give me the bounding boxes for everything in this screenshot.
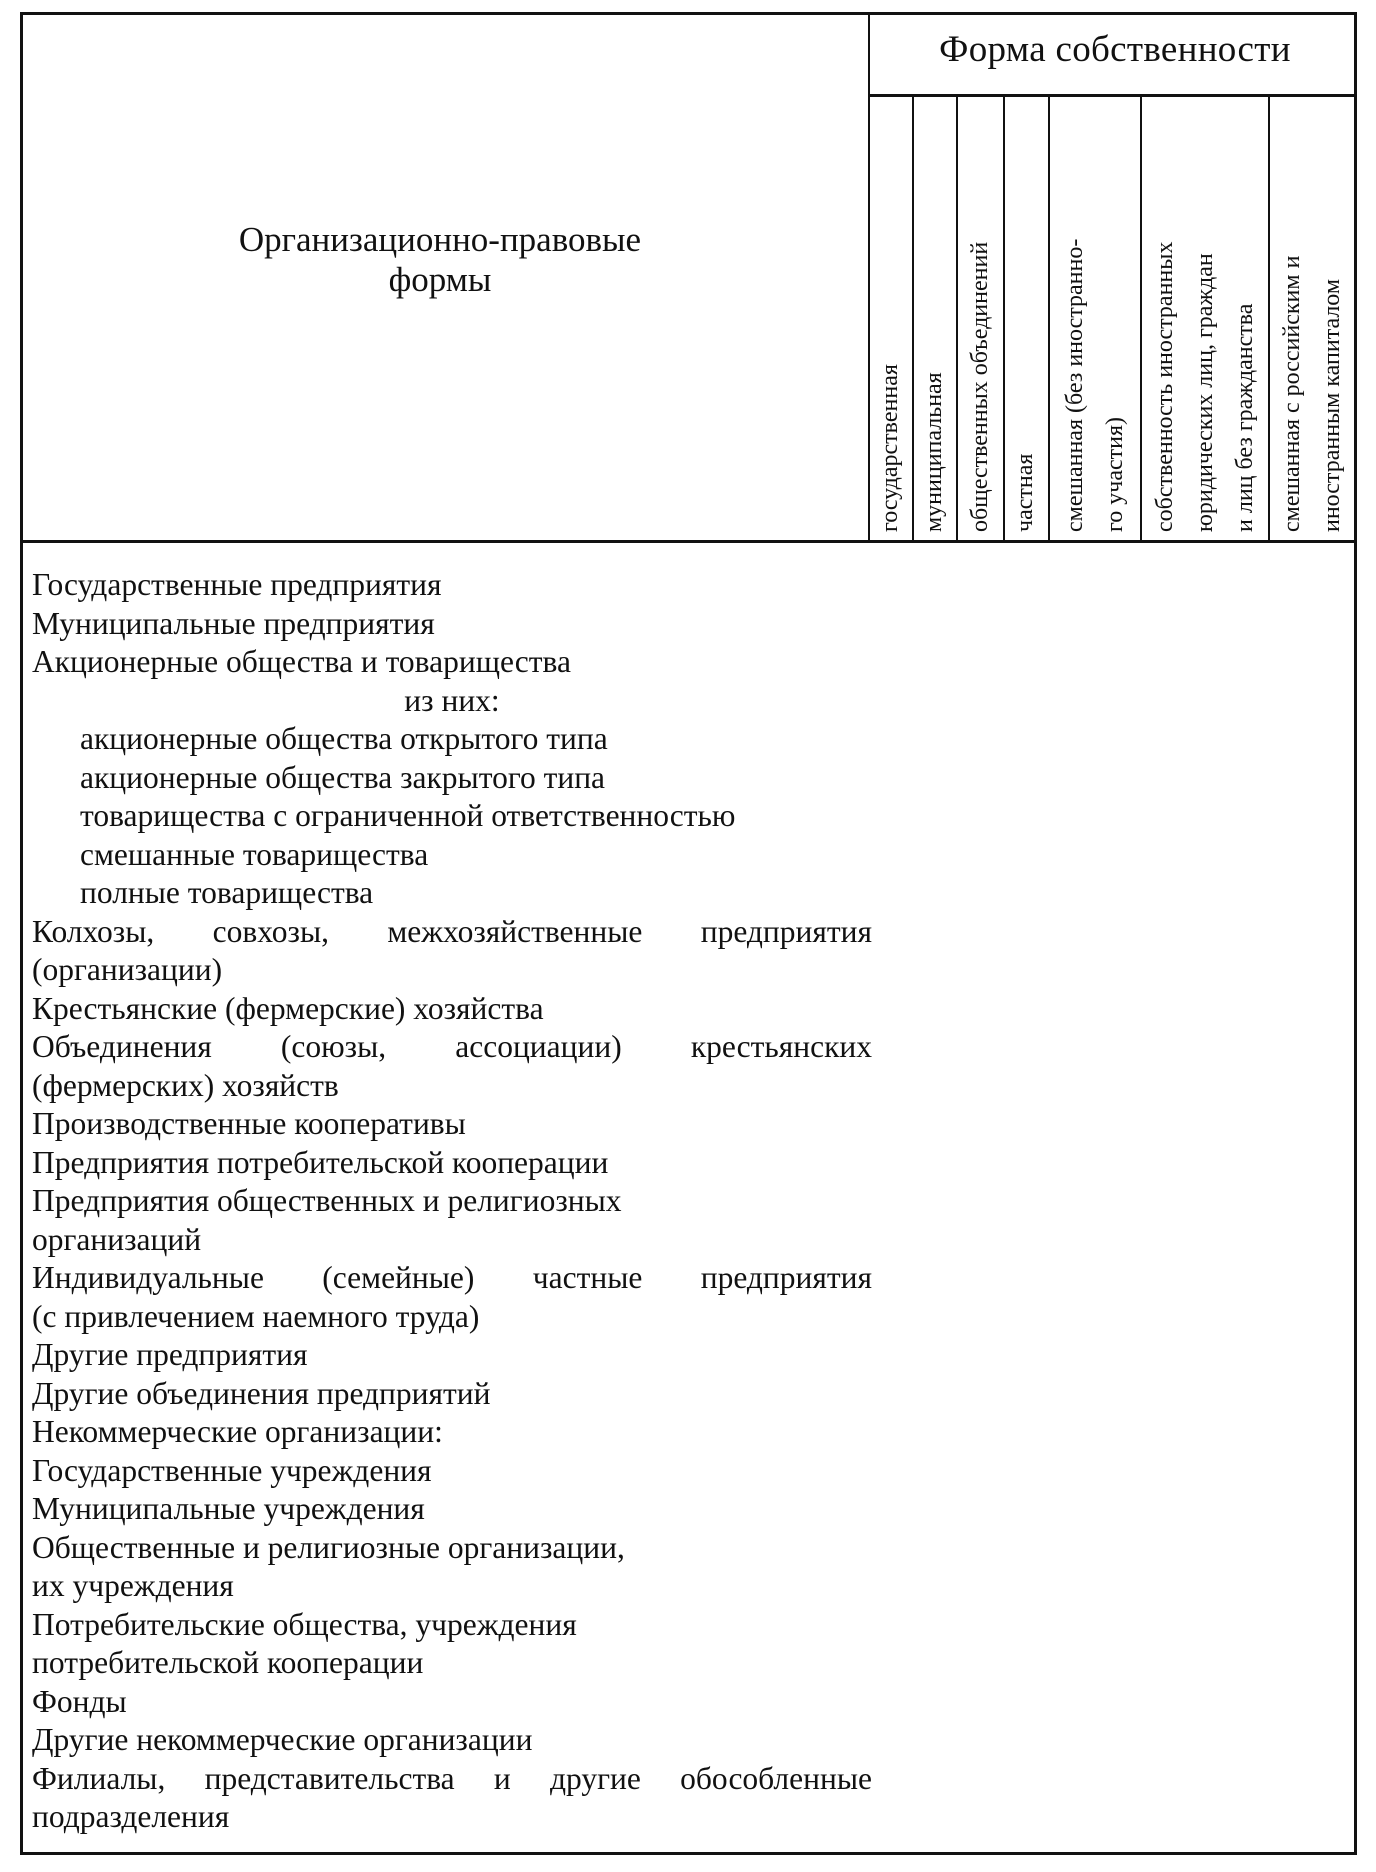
- col-header-public-associations: общественных объединений: [967, 241, 993, 532]
- form-row: Фонды: [32, 1683, 127, 1719]
- forms-column-title: [200, 220, 680, 300]
- form-row: потребительской кооперации: [32, 1645, 424, 1680]
- form-row: (фермерских) хозяйств: [32, 1067, 339, 1103]
- form-row: из них:: [404, 682, 500, 718]
- col-header-mixed: смешанная (без иностранно- го участия): [1062, 238, 1128, 532]
- form-row: акционерные общества закрытого типа: [80, 759, 606, 795]
- ownership-col-divider: [1048, 95, 1050, 542]
- col-header-state: государственная: [877, 364, 903, 532]
- form-row: (организации): [32, 952, 223, 987]
- header-bottom-rule: [20, 540, 1357, 543]
- form-row: Производственные кооперативы: [32, 1106, 466, 1141]
- form-row: организаций: [32, 1221, 202, 1257]
- form-row: Другие предприятия: [32, 1337, 308, 1372]
- col-header-mixed-foreign: смешанная с российским и иностранным капиталом: [1279, 255, 1345, 532]
- form-row: Государственные учреждения: [32, 1452, 432, 1488]
- form-row: Объединения (союзы, ассоциации) крестьянских: [32, 1029, 872, 1064]
- ownership-col-divider: [1140, 95, 1142, 542]
- form-row: полные товарищества: [80, 875, 374, 910]
- form-row: Крестьянские (фермерские) хозяйства: [32, 990, 544, 1026]
- form-row: Предприятия общественных и религиозных: [32, 1183, 622, 1218]
- form-row: их учреждения: [32, 1568, 234, 1603]
- form-row: акционерные общества открытого типа: [80, 721, 608, 756]
- form-row: Некоммерческие организации:: [32, 1414, 443, 1449]
- forms-list: [32, 566, 872, 1837]
- form-row: Другие объединения предприятий: [32, 1375, 491, 1411]
- form-row: Потребительские общества, учреждения: [32, 1606, 577, 1642]
- form-row: Муниципальные предприятия: [32, 605, 435, 641]
- form-row: товарищества с ограниченной ответственностью: [80, 798, 736, 833]
- forms-title-line2: формы: [388, 260, 492, 299]
- col-header-private: частная: [1012, 453, 1038, 532]
- form-row: Муниципальные учреждения: [32, 1491, 425, 1526]
- ownership-col-divider: [1268, 95, 1270, 542]
- ownership-group-title: Форма собственности: [939, 29, 1291, 70]
- form-row: смешанные товарищества: [80, 836, 429, 872]
- form-row: подразделения: [32, 1799, 230, 1834]
- form-row: Другие некоммерческие организации: [32, 1722, 533, 1757]
- forms-title-line1: Организационно-правовые: [238, 220, 642, 259]
- form-row: Индивидуальные (семейные) частные предприятия: [32, 1260, 872, 1295]
- form-row: Государственные предприятия: [32, 567, 442, 602]
- form-row: Предприятия потребительской кооперации: [32, 1144, 609, 1180]
- col-header-foreign: собственность иностранных юридических лиц, граждан и лиц без гражданства: [1152, 241, 1258, 532]
- col-header-municipal: муниципальная: [921, 372, 947, 532]
- ownership-col-divider: [956, 95, 958, 542]
- form-row: Акционерные общества и товарищества: [32, 644, 571, 679]
- ownership-group-rule: [870, 94, 1357, 97]
- form-row: (с привлечением наемного труда): [32, 1298, 480, 1334]
- form-row: Общественные и религиозные организации,: [32, 1529, 625, 1565]
- form-row: Филиалы, представительства и другие обособленные: [32, 1760, 872, 1796]
- form-row: Колхозы, совхозы, межхозяйственные предприятия: [32, 913, 872, 949]
